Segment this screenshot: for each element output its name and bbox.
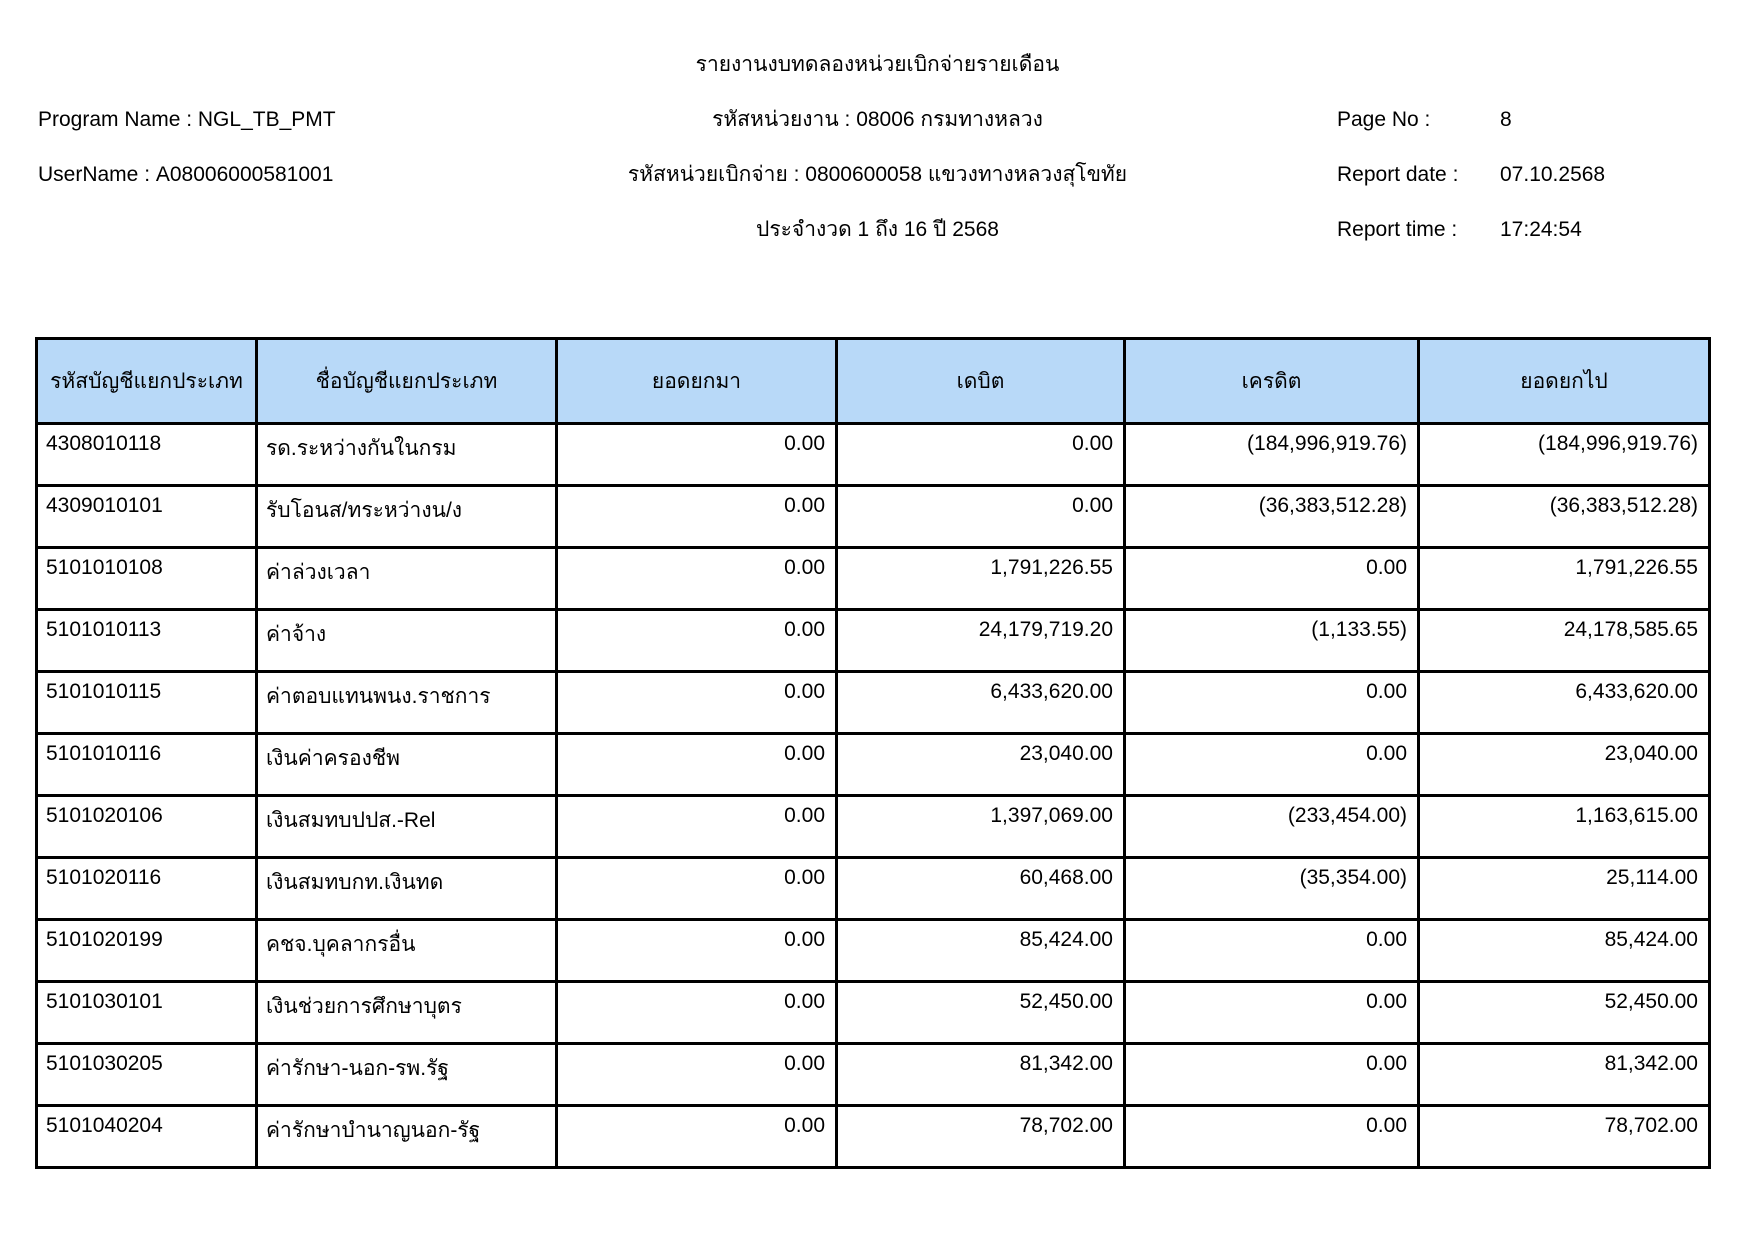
cell-amount: 0.00	[557, 982, 837, 1044]
program-name-label: Program Name :	[38, 108, 193, 131]
cell-amount: 60,468.00	[837, 858, 1125, 920]
column-header: ยอดยกมา	[557, 339, 837, 424]
cell-amount: 25,114.00	[1419, 858, 1710, 920]
column-header: ชื่อบัญชีแยกประเภท	[257, 339, 557, 424]
column-header: เครดิต	[1125, 339, 1419, 424]
cell-account-name: เงินสมทบกท.เงินทด	[257, 858, 557, 920]
report-time-label: Report time :	[1337, 218, 1458, 241]
cell-amount: 0.00	[1125, 672, 1419, 734]
table-row	[37, 796, 1710, 858]
table-row	[37, 920, 1710, 982]
cell-amount: 0.00	[557, 796, 837, 858]
trial-balance-table	[35, 337, 1711, 1169]
table-row	[37, 1044, 1710, 1106]
username-value: A08006000581001	[155, 163, 334, 186]
cell-amount: 81,342.00	[837, 1044, 1125, 1106]
cell-amount: 6,433,620.00	[837, 672, 1125, 734]
cell-amount: 0.00	[837, 424, 1125, 486]
cell-amount: 0.00	[1125, 1106, 1419, 1168]
cell-account-code: 5101010116	[37, 734, 257, 796]
cell-amount: 0.00	[557, 672, 837, 734]
cell-account-code: 5101030101	[37, 982, 257, 1044]
column-header: เดบิต	[837, 339, 1125, 424]
report-time-value: 17:24:54	[1500, 218, 1582, 241]
table-header-row	[37, 339, 1710, 424]
table-row	[37, 424, 1710, 486]
cell-account-name: ค่าตอบแทนพนง.ราชการ	[257, 672, 557, 734]
cell-amount: (36,383,512.28)	[1419, 486, 1710, 548]
cell-amount: 23,040.00	[837, 734, 1125, 796]
cell-amount: 0.00	[837, 486, 1125, 548]
cell-amount: 23,040.00	[1419, 734, 1710, 796]
cell-account-code: 5101010108	[37, 548, 257, 610]
table-row	[37, 672, 1710, 734]
report-title: รายงานงบทดลองหน่วยเบิกจ่ายรายเดือน	[695, 53, 1060, 76]
cell-account-code: 5101020106	[37, 796, 257, 858]
table-row	[37, 858, 1710, 920]
cell-amount: (233,454.00)	[1125, 796, 1419, 858]
cell-account-name: รด.ระหว่างกันในกรม	[257, 424, 557, 486]
cell-account-name: เงินค่าครองชีพ	[257, 734, 557, 796]
period-line: ประจำงวด 1 ถึง 16 ปี 2568	[756, 218, 999, 241]
cell-amount: 0.00	[557, 610, 837, 672]
table-header	[37, 339, 1710, 424]
table-row	[37, 982, 1710, 1044]
cell-account-name: เงินสมทบปปส.-Rel	[257, 796, 557, 858]
cell-amount: 0.00	[557, 920, 837, 982]
report-date-value: 07.10.2568	[1500, 163, 1606, 186]
cell-account-code: 5101030205	[37, 1044, 257, 1106]
report-date-label: Report date :	[1337, 163, 1459, 186]
table-row	[37, 734, 1710, 796]
cell-amount: 0.00	[557, 734, 837, 796]
cell-account-code: 4308010118	[37, 424, 257, 486]
column-header: รหัสบัญชีแยกประเภท	[37, 339, 257, 424]
cell-account-name: ค่าล่วงเวลา	[257, 548, 557, 610]
cell-amount: 0.00	[557, 1106, 837, 1168]
disbursement-unit-line: รหัสหน่วยเบิกจ่าย : 0800600058 แขวงทางหลวงสุโขทัย	[627, 163, 1128, 186]
cell-amount: 0.00	[1125, 734, 1419, 796]
report-time-line	[1337, 217, 1582, 243]
username-label: UserName :	[38, 163, 151, 186]
cell-account-name: รับโอนส/ทระหว่างน/ง	[257, 486, 557, 548]
cell-amount: (184,996,919.76)	[1125, 424, 1419, 486]
cell-amount: 0.00	[557, 1044, 837, 1106]
cell-amount: (184,996,919.76)	[1419, 424, 1710, 486]
cell-amount: 1,791,226.55	[837, 548, 1125, 610]
cell-account-name: ค่าจ้าง	[257, 610, 557, 672]
cell-amount: 0.00	[1125, 548, 1419, 610]
cell-amount: 0.00	[557, 858, 837, 920]
page-no-line	[1337, 107, 1512, 133]
cell-amount: 52,450.00	[1419, 982, 1710, 1044]
cell-amount: 0.00	[557, 424, 837, 486]
cell-amount: 1,791,226.55	[1419, 548, 1710, 610]
cell-amount: 24,178,585.65	[1419, 610, 1710, 672]
program-name-value: NGL_TB_PMT	[197, 108, 336, 131]
cell-account-name: เงินช่วยการศึกษาบุตร	[257, 982, 557, 1044]
report-date-line	[1337, 162, 1605, 188]
table-row	[37, 1106, 1710, 1168]
table-row	[37, 548, 1710, 610]
cell-account-code: 5101010115	[37, 672, 257, 734]
cell-amount: 1,397,069.00	[837, 796, 1125, 858]
cell-amount: 24,179,719.20	[837, 610, 1125, 672]
cell-amount: 85,424.00	[1419, 920, 1710, 982]
agency-code-line: รหัสหน่วยงาน : 08006 กรมทางหลวง	[712, 108, 1043, 131]
cell-amount: (1,133.55)	[1125, 610, 1419, 672]
cell-amount: 81,342.00	[1419, 1044, 1710, 1106]
cell-account-code: 4309010101	[37, 486, 257, 548]
page-no-value: 8	[1500, 108, 1512, 131]
cell-amount: 78,702.00	[837, 1106, 1125, 1168]
cell-amount: 0.00	[1125, 1044, 1419, 1106]
cell-amount: 85,424.00	[837, 920, 1125, 982]
table-row	[37, 486, 1710, 548]
cell-account-name: คชจ.บุคลากรอื่น	[257, 920, 557, 982]
cell-amount: 0.00	[1125, 982, 1419, 1044]
cell-amount: 6,433,620.00	[1419, 672, 1710, 734]
column-header: ยอดยกไป	[1419, 339, 1710, 424]
cell-account-code: 5101020199	[37, 920, 257, 982]
cell-account-code: 5101020116	[37, 858, 257, 920]
cell-amount: 1,163,615.00	[1419, 796, 1710, 858]
cell-amount: 0.00	[557, 486, 837, 548]
cell-account-code: 5101010113	[37, 610, 257, 672]
cell-amount: 52,450.00	[837, 982, 1125, 1044]
table-body	[37, 424, 1710, 1168]
cell-account-name: ค่ารักษาบำนาญนอก-รัฐ	[257, 1106, 557, 1168]
table-row	[37, 610, 1710, 672]
page-no-label: Page No :	[1337, 108, 1431, 131]
cell-amount: (36,383,512.28)	[1125, 486, 1419, 548]
cell-amount: (35,354.00)	[1125, 858, 1419, 920]
cell-amount: 78,702.00	[1419, 1106, 1710, 1168]
cell-account-name: ค่ารักษา-นอก-รพ.รัฐ	[257, 1044, 557, 1106]
cell-account-code: 5101040204	[37, 1106, 257, 1168]
cell-amount: 0.00	[1125, 920, 1419, 982]
cell-amount: 0.00	[557, 548, 837, 610]
